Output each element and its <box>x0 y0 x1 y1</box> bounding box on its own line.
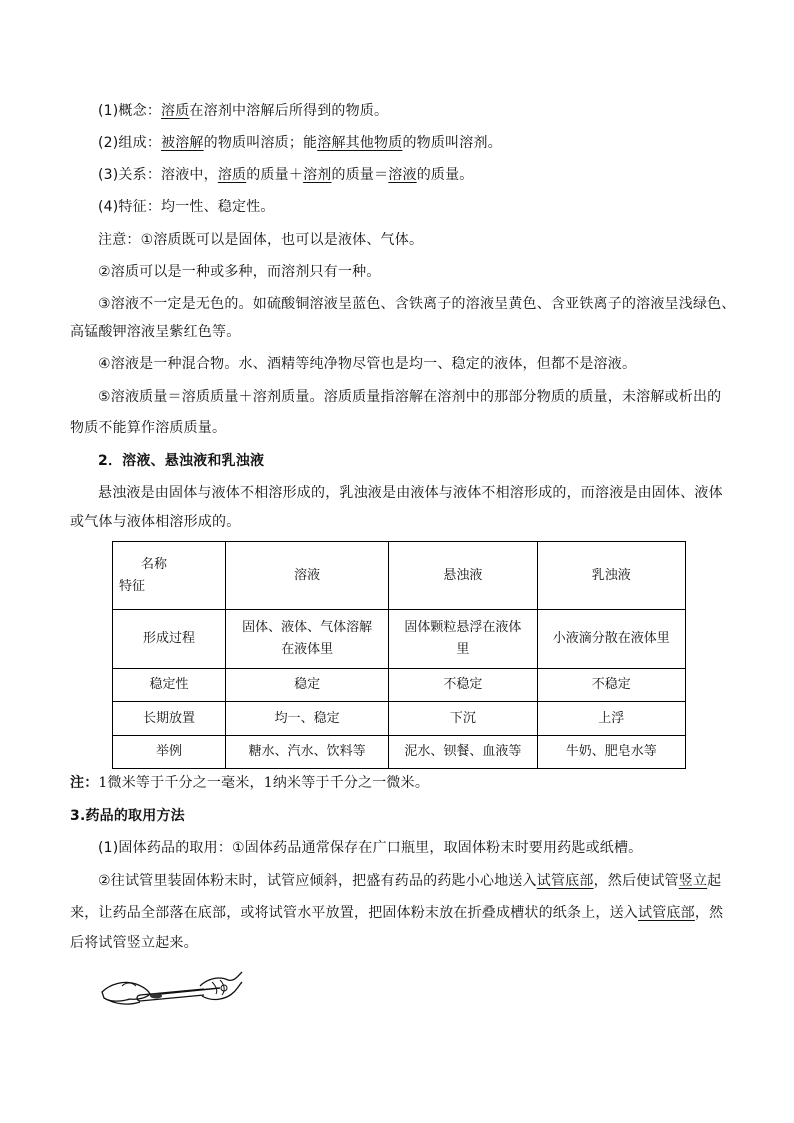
row-label: 形成过程 <box>113 610 226 669</box>
cell-text: 里 <box>456 642 470 657</box>
comparison-table <box>112 541 686 769</box>
relation-prefix: (3)关系：溶液中， <box>98 167 218 183</box>
step-text: ，然 <box>694 905 724 921</box>
row-label: 长期放置 <box>113 702 226 736</box>
section-3-step-1: (1)固体药品的取用：①固体药品通常保存在广口瓶里，取固体粉末时要用药匙或纸槽。 <box>98 840 643 856</box>
relation-line <box>98 165 474 185</box>
underlined-term: 溶液 <box>388 167 417 183</box>
section-3-step-2a <box>98 871 721 891</box>
concept-line <box>98 101 388 121</box>
step-text: ，然后使试管 <box>593 873 679 889</box>
note-label: 注： <box>70 775 99 791</box>
section-2-intro-a: 悬浊液是由固体与液体不相溶形成的，乳浊液是由液体与液体不相溶形成的，而溶液是由固体、液体 <box>98 485 723 501</box>
section-3-heading: 3.药品的取用方法 <box>70 808 185 824</box>
corner-name-label: 名称 <box>140 556 167 572</box>
table-row <box>113 736 686 769</box>
table-cell: 不稳定 <box>389 669 537 702</box>
note-line-4: ④溶液是一种混合物。水、酒精等纯净物尽管也是均一、稳定的液体，但都不是溶液。 <box>98 356 637 372</box>
cell-text: 在液体里 <box>281 642 334 657</box>
header-solution: 溶液 <box>226 542 389 610</box>
table-row <box>113 669 686 702</box>
table-cell: 小液滴分散在液体里 <box>537 610 685 669</box>
table-cell: 泥水、钡餐、血液等 <box>389 736 537 769</box>
composition-text: 的物质叫溶剂。 <box>402 135 502 151</box>
table-cell: 下沉 <box>389 702 537 736</box>
underlined-term: 溶剂 <box>303 167 332 183</box>
unit-note-line <box>70 773 429 793</box>
note-line-5a: ⑤溶液质量＝溶质质量＋溶剂质量。溶质质量指溶解在溶剂中的那部分物质的质量，未溶解或析出的 <box>98 389 722 405</box>
table-cell: 均一、稳定 <box>226 702 389 736</box>
note-line-1: 注意：①溶质既可以是固体，也可以是液体、气体。 <box>98 232 424 248</box>
table-cell <box>226 610 389 669</box>
table-cell: 糖水、汽水、饮料等 <box>226 736 389 769</box>
relation-text: 的质量＝ <box>331 167 389 183</box>
feature-line: (4)特征：均一性、稳定性。 <box>98 199 275 215</box>
cell-text: 固体颗粒悬浮在液体 <box>404 620 522 635</box>
relation-text: 的质量。 <box>416 167 474 183</box>
table-cell <box>389 610 537 669</box>
underlined-term: 溶质 <box>161 103 190 119</box>
corner-feature-label: 特征 <box>119 578 146 594</box>
table-cell: 上浮 <box>537 702 685 736</box>
underlined-term: 竖立 <box>678 873 708 889</box>
diagonal-line <box>113 542 225 610</box>
cell-text: 固体、液体、气体溶解 <box>242 620 373 635</box>
section-3-step-2c: 后将试管竖立起来。 <box>70 935 198 951</box>
note-line-3b: 高锰酸钾溶液呈紫红色等。 <box>70 324 241 340</box>
table-cell: 稳定 <box>226 669 389 702</box>
hands-test-tube-illustration-icon <box>100 962 245 1010</box>
underlined-term: 溶质 <box>217 167 247 183</box>
step-text: 来，让药品全部落在底部，或将试管水平放置，把固体粉末放在折叠成槽状的纸条上，送入 <box>70 905 638 921</box>
header-emulsion: 乳浊液 <box>537 542 685 610</box>
table-header-row <box>113 542 686 610</box>
step-text: 起 <box>707 873 722 889</box>
table-row <box>113 702 686 736</box>
note-line-5b: 物质不能算作溶质质量。 <box>70 420 227 436</box>
composition-line <box>98 133 502 153</box>
composition-text: 的物质叫溶质；能 <box>203 135 318 151</box>
underlined-term: 溶解其他物质 <box>317 135 403 151</box>
table-cell: 牛奶、肥皂水等 <box>537 736 685 769</box>
concept-text: 在溶剂中溶解后所得到的物质。 <box>189 103 389 119</box>
concept-prefix: (1)概念： <box>98 103 162 119</box>
underlined-term: 试管底部 <box>536 873 594 889</box>
section-3-step-2b <box>70 903 723 923</box>
note-text: 1微米等于千分之一毫米，1纳米等于千分之一微米。 <box>98 775 430 791</box>
relation-text: 的质量＋ <box>246 167 304 183</box>
row-label: 稳定性 <box>113 669 226 702</box>
composition-prefix: (2)组成： <box>98 135 162 151</box>
underlined-term: 被溶解 <box>161 135 204 151</box>
table-row <box>113 610 686 669</box>
table-cell: 不稳定 <box>537 669 685 702</box>
section-2-heading: 2．溶液、悬浊液和乳浊液 <box>98 453 265 469</box>
underlined-term: 试管底部 <box>638 905 695 921</box>
table-corner-cell <box>113 542 226 610</box>
header-suspension: 悬浊液 <box>389 542 537 610</box>
section-2-intro-b: 或气体与液体相溶形成的。 <box>70 514 241 530</box>
step-text: ②往试管里装固体粉末时，试管应倾斜，把盛有药品的药匙小心地送入 <box>98 873 537 889</box>
note-line-3a: ③溶液不一定是无色的。如硫酸铜溶液呈蓝色、含铁离子的溶液呈黄色、含亚铁离子的溶液呈浅绿色、 <box>98 296 736 312</box>
row-label: 举例 <box>113 736 226 769</box>
note-line-2: ②溶质可以是一种或多种，而溶剂只有一种。 <box>98 264 381 280</box>
